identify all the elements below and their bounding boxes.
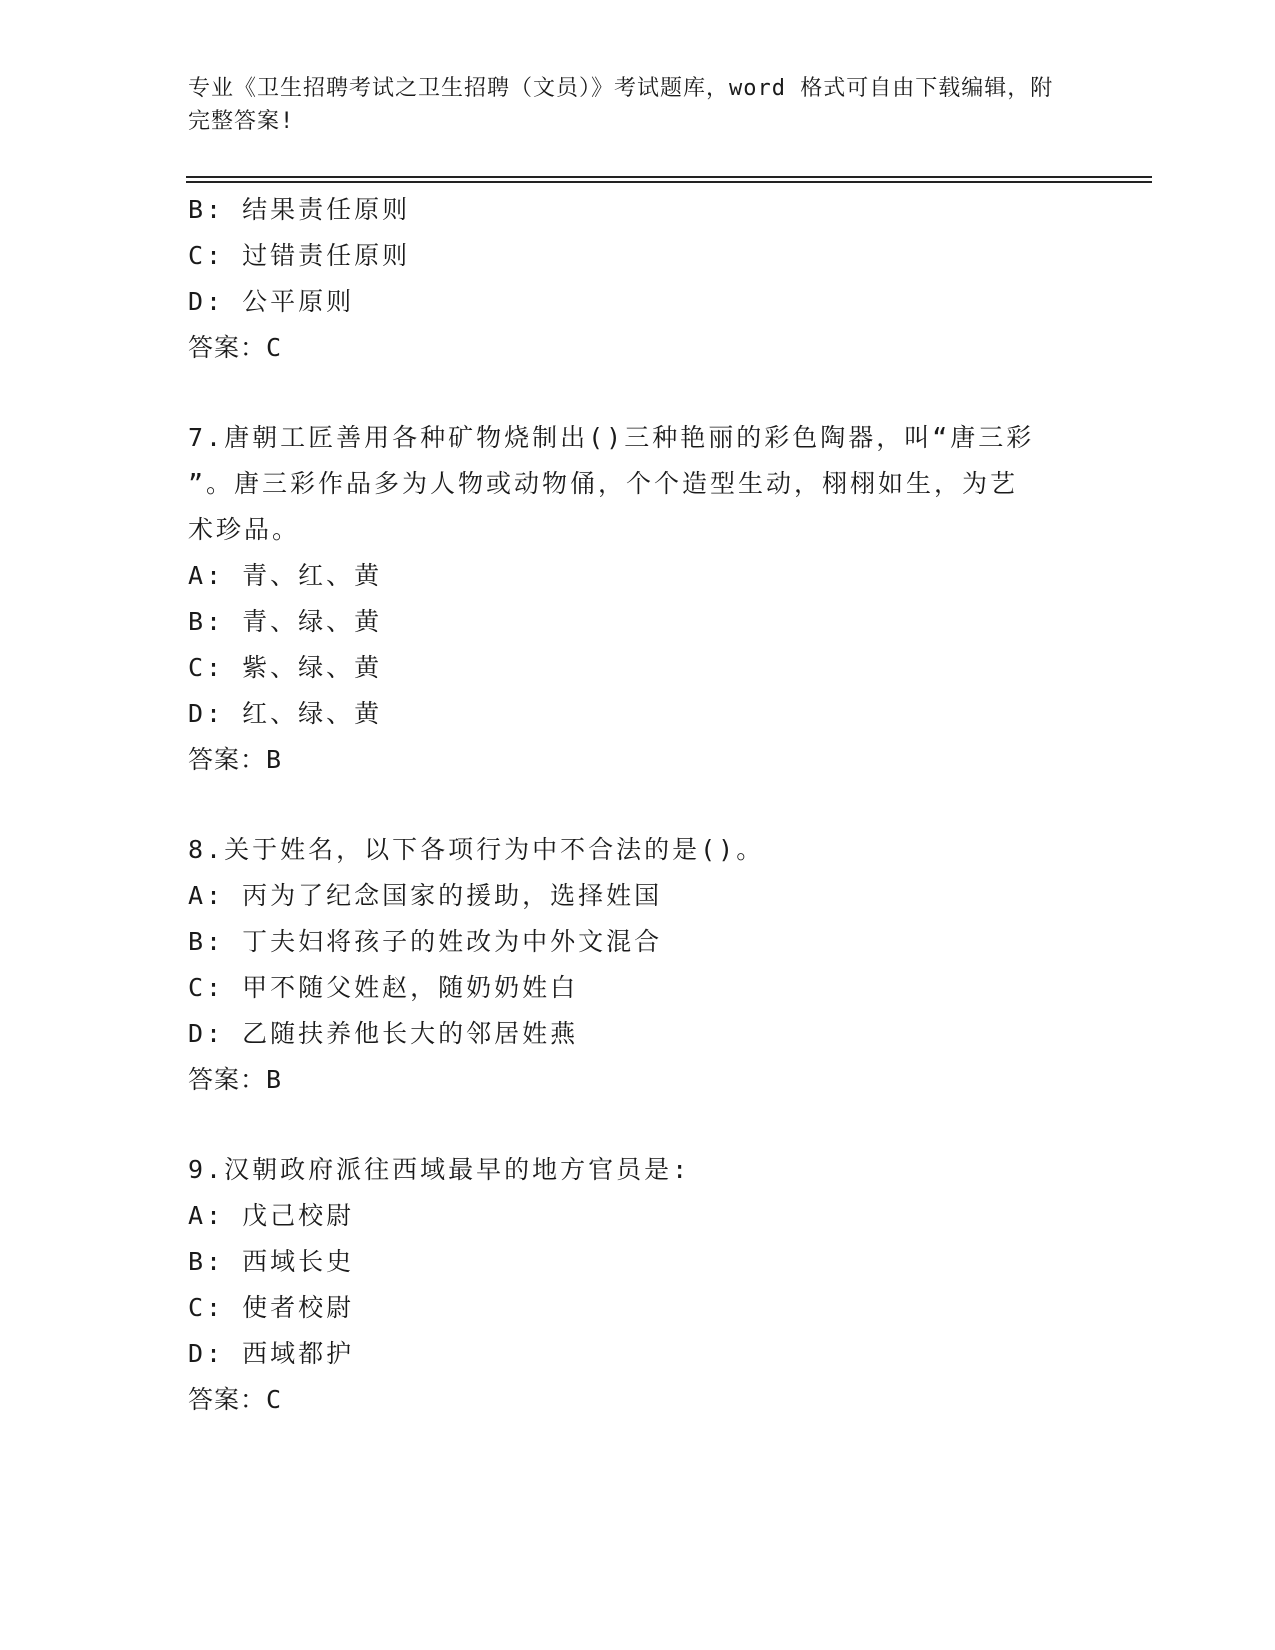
option-a: A: 丙为了纪念国家的援助，选择姓国: [188, 881, 663, 910]
option-a: A: 戊己校尉: [188, 1201, 355, 1230]
header-rule-bottom: [186, 181, 1152, 183]
option-d: D: 公平原则: [188, 287, 355, 316]
question-text-line: 9.汉朝政府派往西域最早的地方官员是:: [188, 1155, 691, 1184]
option-d: D: 乙随扶养他长大的邻居姓燕: [188, 1019, 579, 1048]
option-c: C: 过错责任原则: [188, 241, 411, 270]
question-block-8: [188, 827, 1068, 1103]
question-block-7: [188, 415, 1068, 783]
option-d: D: 西域都护: [188, 1339, 355, 1368]
option-b: B: 青、绿、黄: [188, 607, 383, 636]
option-b: B: 丁夫妇将孩子的姓改为中外文混合: [188, 927, 663, 956]
question-text-line: 8.关于姓名，以下各项行为中不合法的是()。: [188, 835, 765, 864]
option-c: C: 使者校尉: [188, 1293, 355, 1322]
answer-line: 答案：B: [188, 745, 283, 774]
question-text-line: 7.唐朝工匠善用各种矿物烧制出()三种艳丽的彩色陶器，叫“唐三彩: [188, 423, 1035, 452]
header-rule-top: [186, 176, 1152, 178]
question-content: [188, 187, 1068, 1423]
answer-line: 答案：B: [188, 1065, 283, 1094]
option-b: B: 西域长史: [188, 1247, 355, 1276]
option-b: B: 结果责任原则: [188, 195, 411, 224]
option-d: D: 红、绿、黄: [188, 699, 383, 728]
question-block-9: [188, 1147, 1068, 1423]
option-c: C: 甲不随父姓赵，随奶奶姓白: [188, 973, 579, 1002]
answer-line: 答案：C: [188, 1385, 283, 1414]
option-a: A: 青、红、黄: [188, 561, 383, 590]
question-text-line: 术珍品。: [188, 515, 301, 544]
option-c: C: 紫、绿、黄: [188, 653, 383, 682]
page-header: 专业《卫生招聘考试之卫生招聘（文员）》考试题库，word 格式可自由下载编辑，附完整答案!: [188, 76, 1054, 134]
answer-line: 答案：C: [188, 333, 283, 362]
prev-question-block: [188, 187, 1068, 371]
question-text-line: ”。唐三彩作品多为人物或动物俑，个个造型生动，栩栩如生，为艺: [188, 469, 1019, 498]
